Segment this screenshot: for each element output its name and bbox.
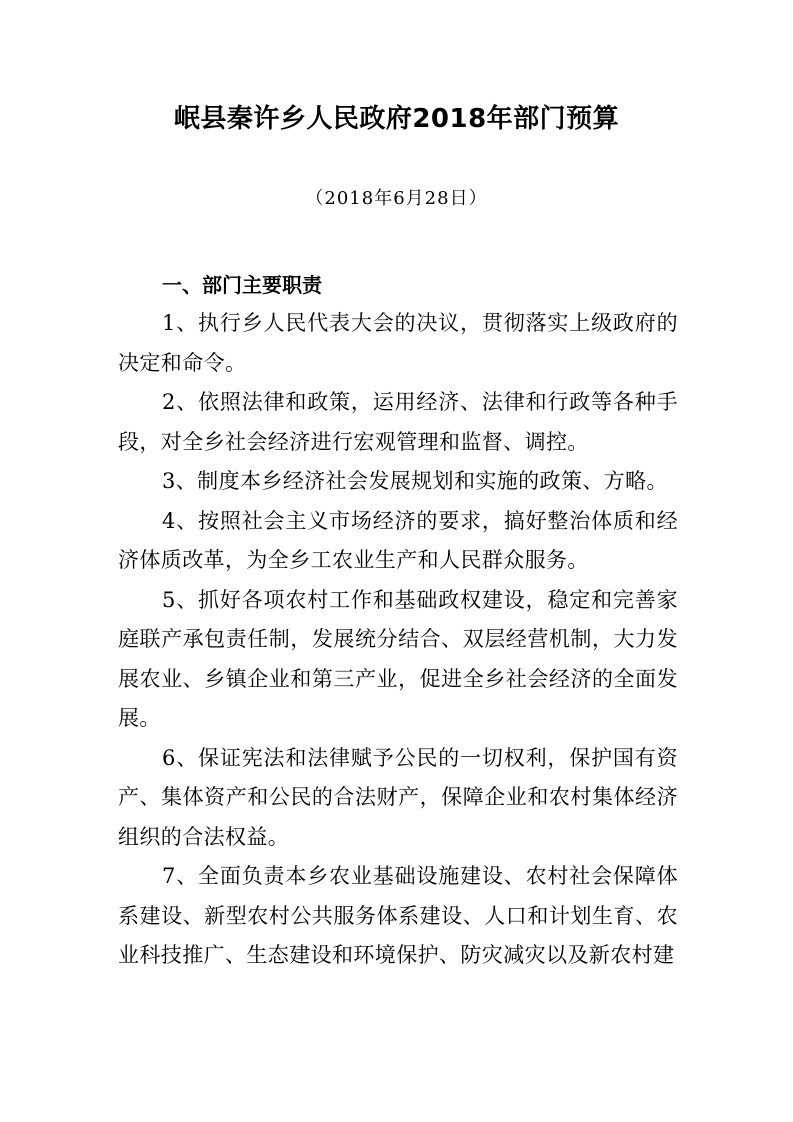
paragraph-7: 7、全面负责本乡农业基础设施建设、农村社会保障体系建设、新型农村公共服务体系建设、人口和计划生育、农业科技推广、生态建设和环境保护、防灾减灾以及新农村建 [118,864,678,967]
document-body [118,266,678,976]
paragraph-4: 4、按照社会主义市场经济的要求，搞好整治体质和经济体质改革，为全乡工农业生产和人民群众服务。 [118,508,678,572]
paragraph-2: 2、依照法律和政策，运用经济、法律和行政等各种手段，对全乡社会经济进行宏观管理和监督、调控。 [118,390,678,454]
paragraph-1: 1、执行乡人民代表大会的决议，贯彻落实上级政府的决定和命令。 [118,311,678,375]
paragraph-5: 5、抓好各项农村工作和基础政权建设，稳定和完善家庭联产承包责任制，发展统分结合、双层经营机制，大力发展农业、乡镇企业和第三产业，促进全乡社会经济的全面发展。 [118,587,678,730]
paragraph-3: 3、制度本乡经济社会发展规划和实施的政策、方略。 [162,469,668,493]
section-heading: 一、部门主要职责 [162,273,322,297]
page-title: 岷县秦许乡人民政府2018年部门预算 [173,104,620,134]
document-date: （2018年6月28日） [305,188,488,209]
paragraph-6: 6、保证宪法和法律赋予公民的一切权利，保护国有资产、集体资产和公民的合法财产，保障企业和农村集体经济组织的合法权益。 [118,745,678,849]
